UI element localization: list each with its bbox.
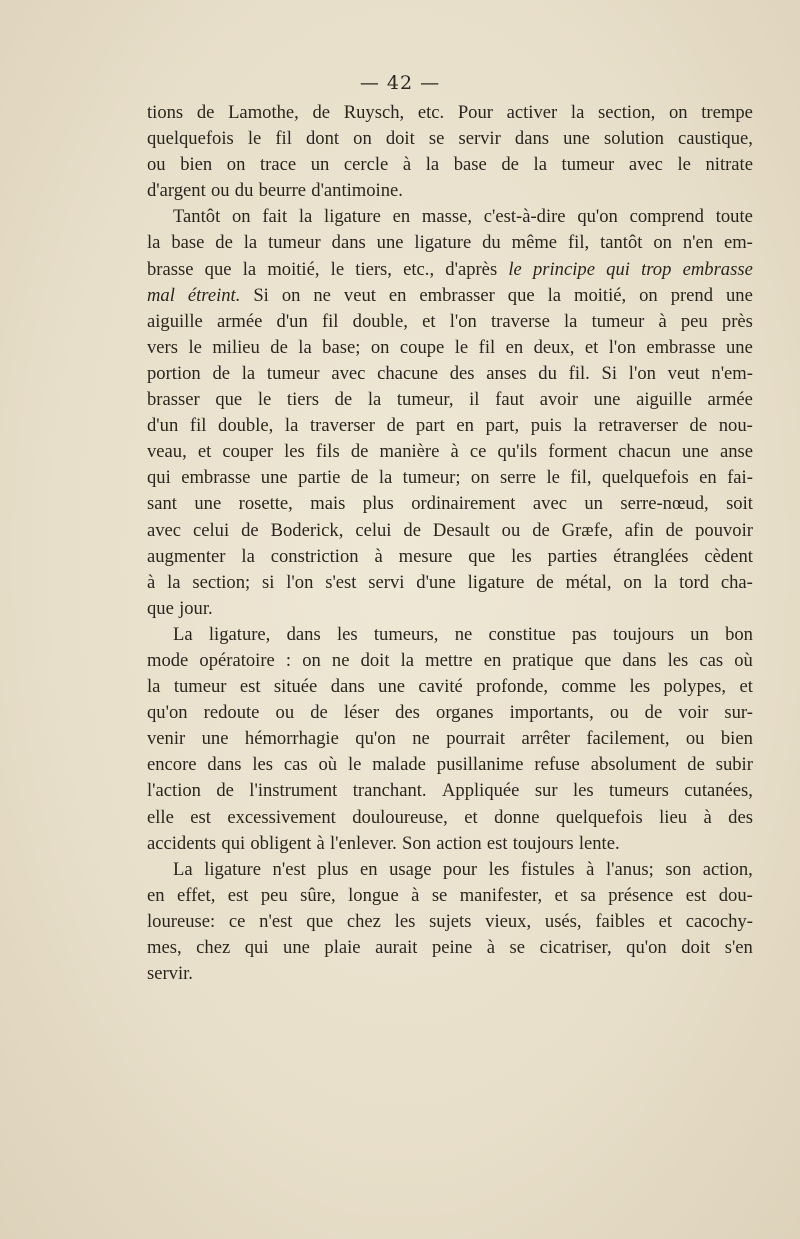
text-line: venir une hémorrhagie qu'on ne pourrait arrêter facilement, ou bien	[147, 728, 753, 750]
text-line: tions de Lamothe, de Ruysch, etc. Pour activer la section, on trempe	[147, 102, 753, 123]
text-line: mal étreint. Si on ne veut en embrasser que la moitié, on prend une	[147, 284, 753, 306]
text-line: elle est excessivement douloureuse, et donne quelquefois lieu à des	[147, 806, 753, 828]
text-line: quelquefois le fil dont on doit se servir dans une solution caustique,	[147, 128, 753, 150]
text-line: l'action de l'instrument tranchant. Appliquée sur les tumeurs cutanées,	[147, 780, 753, 802]
text-line: que jour.	[147, 597, 213, 619]
text-line: loureuse: ce n'est que chez les sujets vieux, usés, faibles et cacochy-	[147, 910, 753, 932]
text-line: mode opératoire : on ne doit la mettre en pratique que dans les cas où	[147, 649, 753, 671]
text-line: à la section; si l'on s'est servi d'une ligature de métal, on la tord cha-	[147, 571, 753, 593]
text-line: en effet, est peu sûre, longue à se manifester, et sa présence est dou-	[147, 884, 753, 906]
page-number: — 42 —	[359, 72, 441, 94]
text-line: Tantôt on fait la ligature en masse, c'est-à-dire qu'on comprend toute	[173, 206, 753, 228]
text-line: qui embrasse une partie de la tumeur; on serre le fil, quelquefois en fai-	[147, 467, 753, 489]
text-line: ou bien on trace un cercle à la base de la tumeur avec le nitrate	[147, 154, 753, 176]
text-line: encore dans les cas où le malade pusillanime refuse absolument de subir	[147, 754, 753, 776]
text-line: la tumeur est située dans une cavité profonde, comme les polypes, et	[147, 676, 753, 698]
text-line: d'argent ou du beurre d'antimoine.	[147, 180, 403, 202]
body-text	[147, 100, 753, 987]
text-line: La ligature n'est plus en usage pour les fistules à l'anus; son action,	[173, 858, 753, 880]
text-line: aiguille armée d'un fil double, et l'on traverse la tumeur à peu près	[147, 310, 753, 332]
text-line: brasse que la moitié, le tiers, etc., d'après le principe qui trop embrasse	[147, 258, 753, 280]
text-line: sant une rosette, mais plus ordinairement avec un serre-nœud, soit	[147, 493, 753, 515]
text-line: brasser que le tiers de la tumeur, il faut avoir une aiguille armée	[147, 389, 753, 411]
text-line: servir.	[147, 963, 193, 985]
text-line: la base de la tumeur dans une ligature du même fil, tantôt on n'en em-	[147, 232, 753, 254]
text-line: portion de la tumeur avec chacune des anses du fil. Si l'on veut n'em-	[147, 362, 753, 384]
text-line: veau, et couper les fils de manière à ce qu'ils forment chacun une anse	[147, 441, 753, 463]
text-line: avec celui de Boderick, celui de Desault ou de Græfe, afin de pouvoir	[147, 519, 753, 541]
text-line: accidents qui obligent à l'enlever. Son action est toujours lente.	[147, 832, 620, 854]
text-line: vers le milieu de la base; on coupe le fil en deux, et l'on embrasse une	[147, 336, 753, 358]
text-line: qu'on redoute ou de léser des organes importants, ou de voir sur-	[147, 702, 753, 724]
text-line: augmenter la constriction à mesure que les parties étranglées cèdent	[147, 545, 753, 567]
text-line: mes, chez qui une plaie aurait peine à se cicatriser, qu'on doit s'en	[147, 937, 753, 958]
text-line: La ligature, dans les tumeurs, ne constitue pas toujours un bon	[173, 623, 753, 645]
text-line: d'un fil double, la traverser de part en part, puis la retraverser de nou-	[147, 415, 753, 437]
